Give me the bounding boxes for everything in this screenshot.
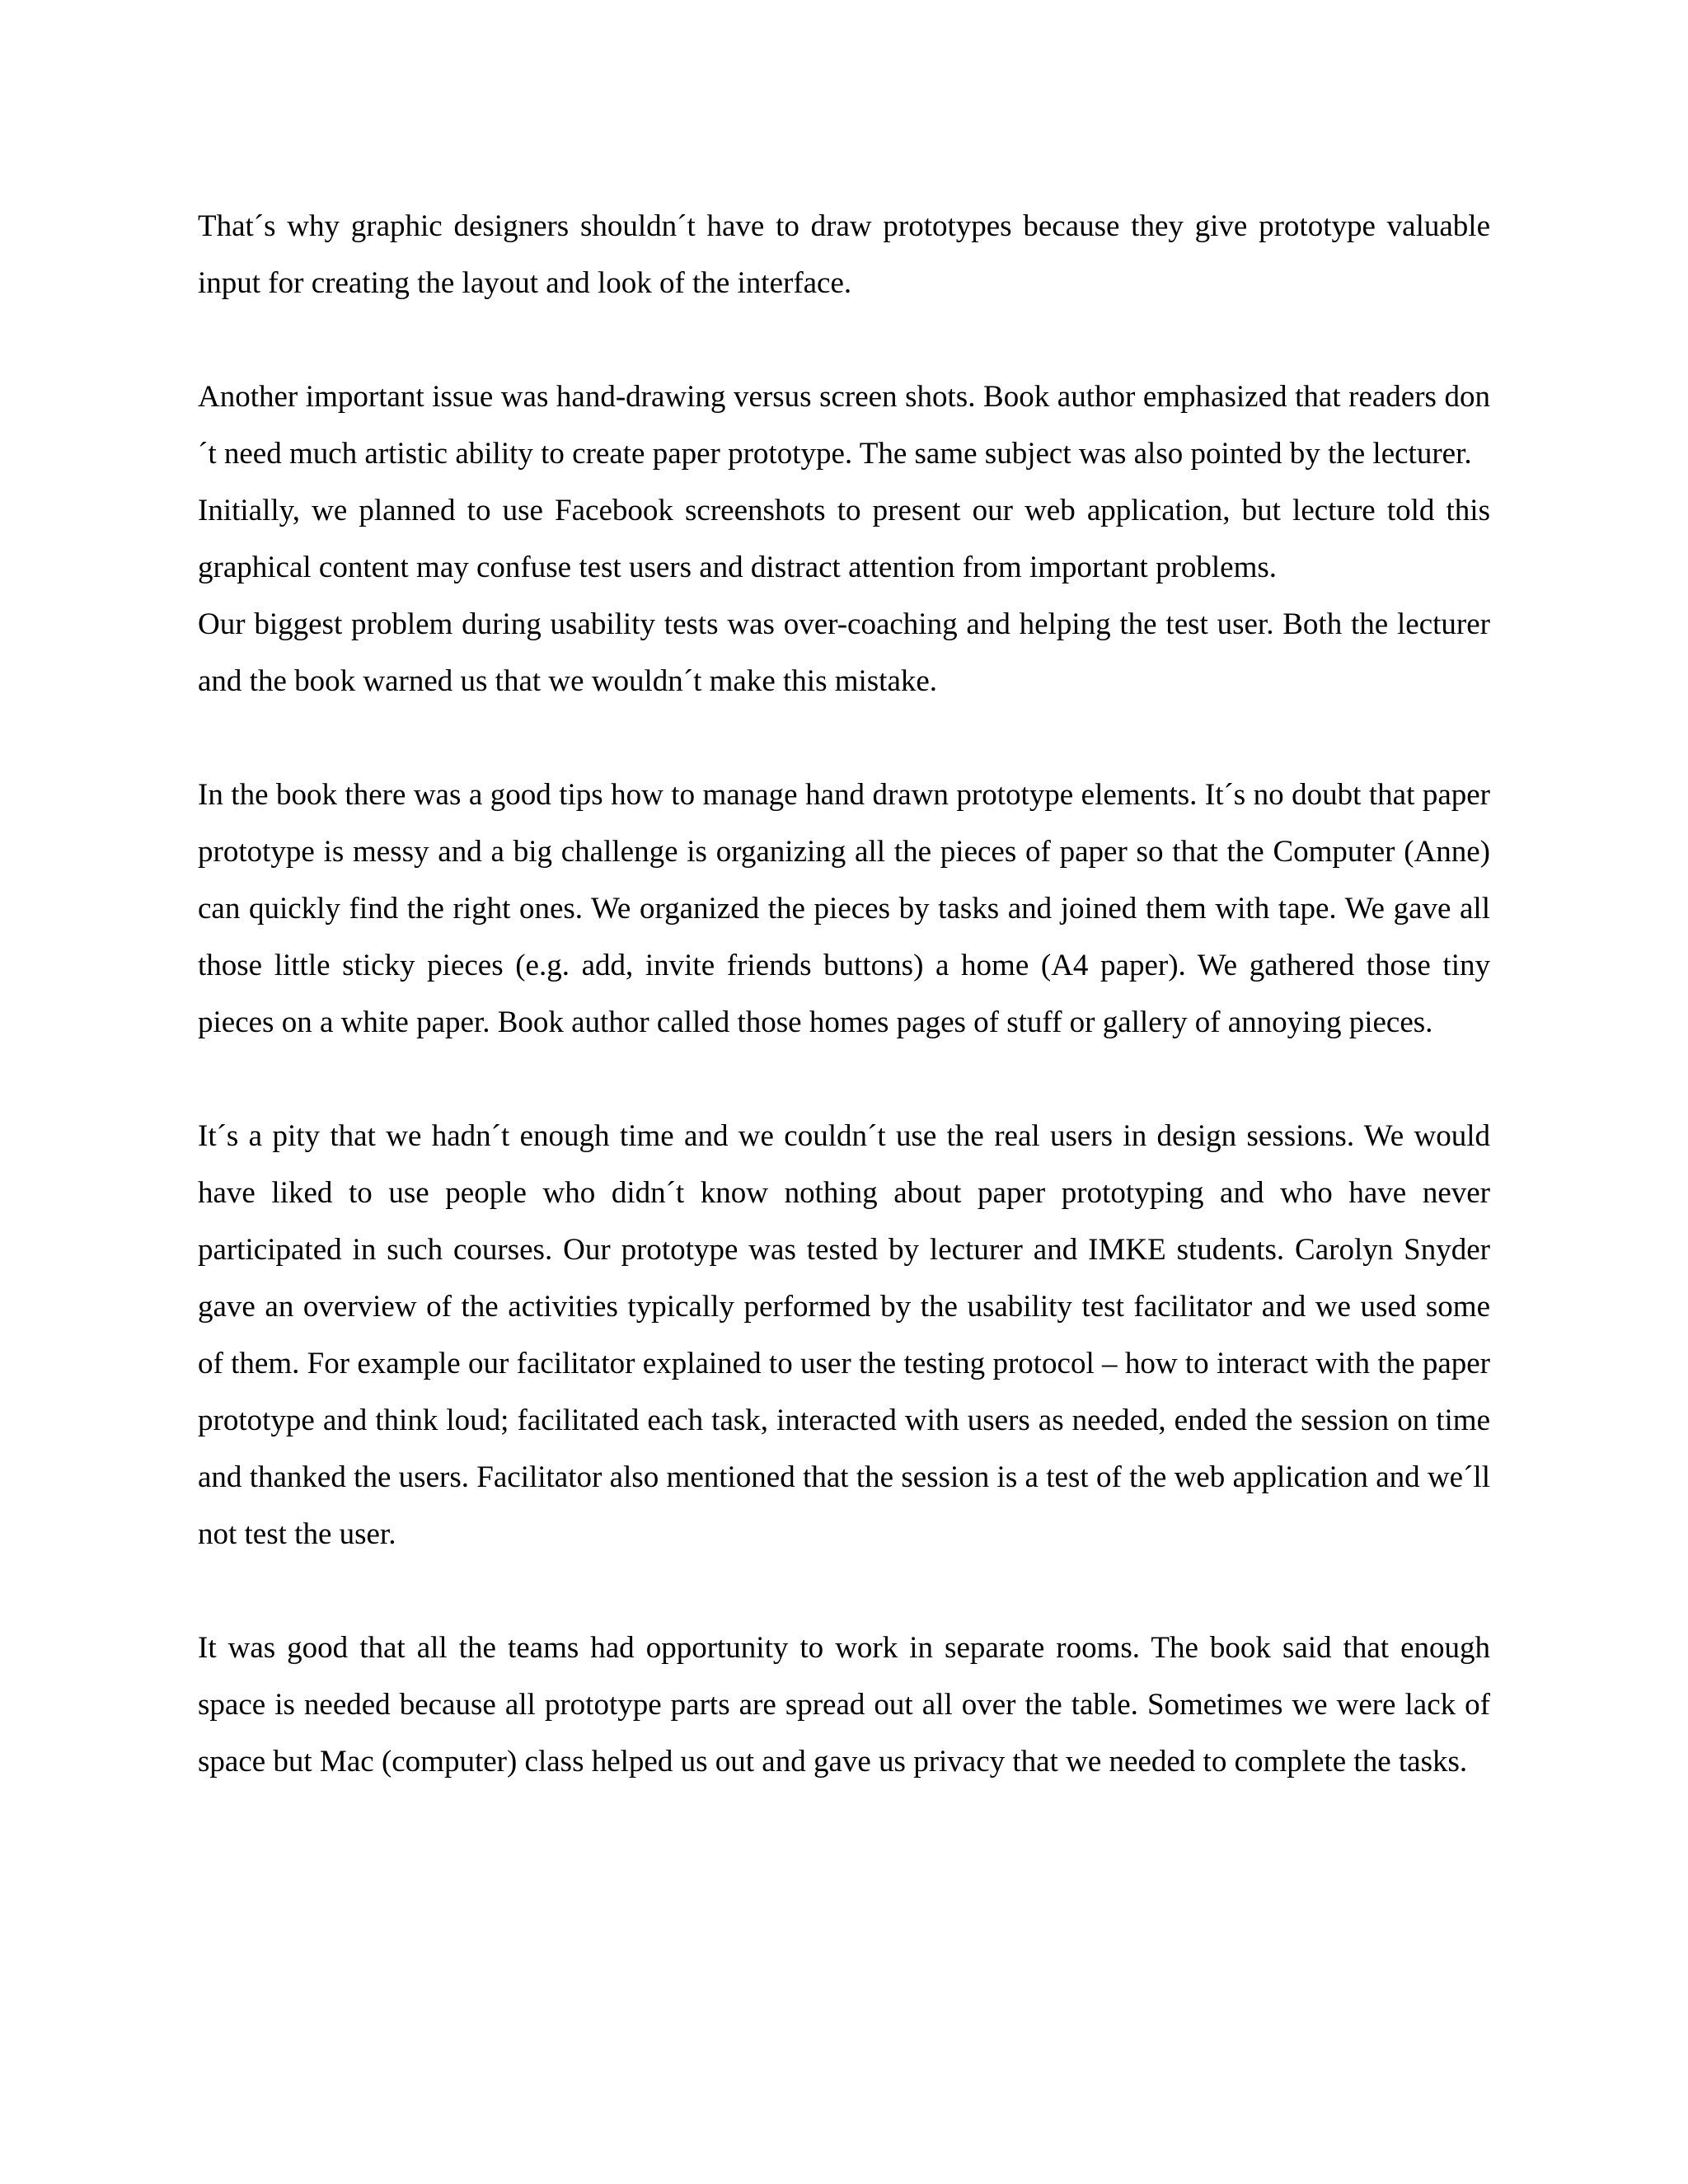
document-body: [198, 198, 1490, 1790]
paragraph-5: In the book there was a good tips how to manage hand drawn prototype elements. It´s no doubt that paper prototype is messy and a big challenge is organizing all the pieces of paper so that the Computer (Anne) can quickly find the right ones. We organized the pieces by tasks and joined them with tape. We gave all those little sticky pieces (e.g. add, invite friends buttons) a home (A4 paper). We gathered those tiny pieces on a white paper. Book author called those homes pages of stuff or gallery of annoying pieces.: [198, 778, 1490, 1039]
paragraph-spacer: [198, 312, 1490, 368]
paragraph-spacer: [198, 710, 1490, 766]
paragraph-4: Our biggest problem during usability tests was over-coaching and helping the test user. Both the lecturer and the book warned us that we wouldn´t make this mistake.: [198, 607, 1490, 698]
paragraph-2: Another important issue was hand-drawing versus screen shots. Book author emphasized that readers don´t need much artistic ability to create paper prototype. The same subject was also pointed by the lecturer.: [198, 380, 1490, 471]
paragraph-3: Initially, we planned to use Facebook screenshots to present our web application, but lecture told this graphical content may confuse test users and distract attention from important problems.: [198, 494, 1490, 584]
paragraph-spacer: [198, 1051, 1490, 1108]
paragraph-1: That´s why graphic designers shouldn´t have to draw prototypes because they give prototype valuable input for creating the layout and look of the interface.: [198, 209, 1490, 300]
paragraph-6: It´s a pity that we hadn´t enough time and we couldn´t use the real users in design sessions. We would have liked to use people who didn´t know nothing about paper prototyping and who have never participated in such courses. Our prototype was tested by lecturer and IMKE students. Carolyn Snyder gave an overview of the activities typically performed by the usability test facilitator and we used some of them. For example our facilitator explained to user the testing protocol – how to interact with the paper prototype and think loud; facilitated each task, interacted with users as needed, ended the session on time and thanked the users. Facilitator also mentioned that the session is a test of the web application and we´ll not test the user.: [198, 1119, 1490, 1551]
paragraph-7: It was good that all the teams had opportunity to work in separate rooms. The book said that enough space is needed because all prototype parts are spread out all over the table. Sometimes we were lack of space but Mac (computer) class helped us out and gave us privacy that we needed to complete the tasks.: [198, 1631, 1490, 1779]
paragraph-spacer: [198, 1563, 1490, 1619]
